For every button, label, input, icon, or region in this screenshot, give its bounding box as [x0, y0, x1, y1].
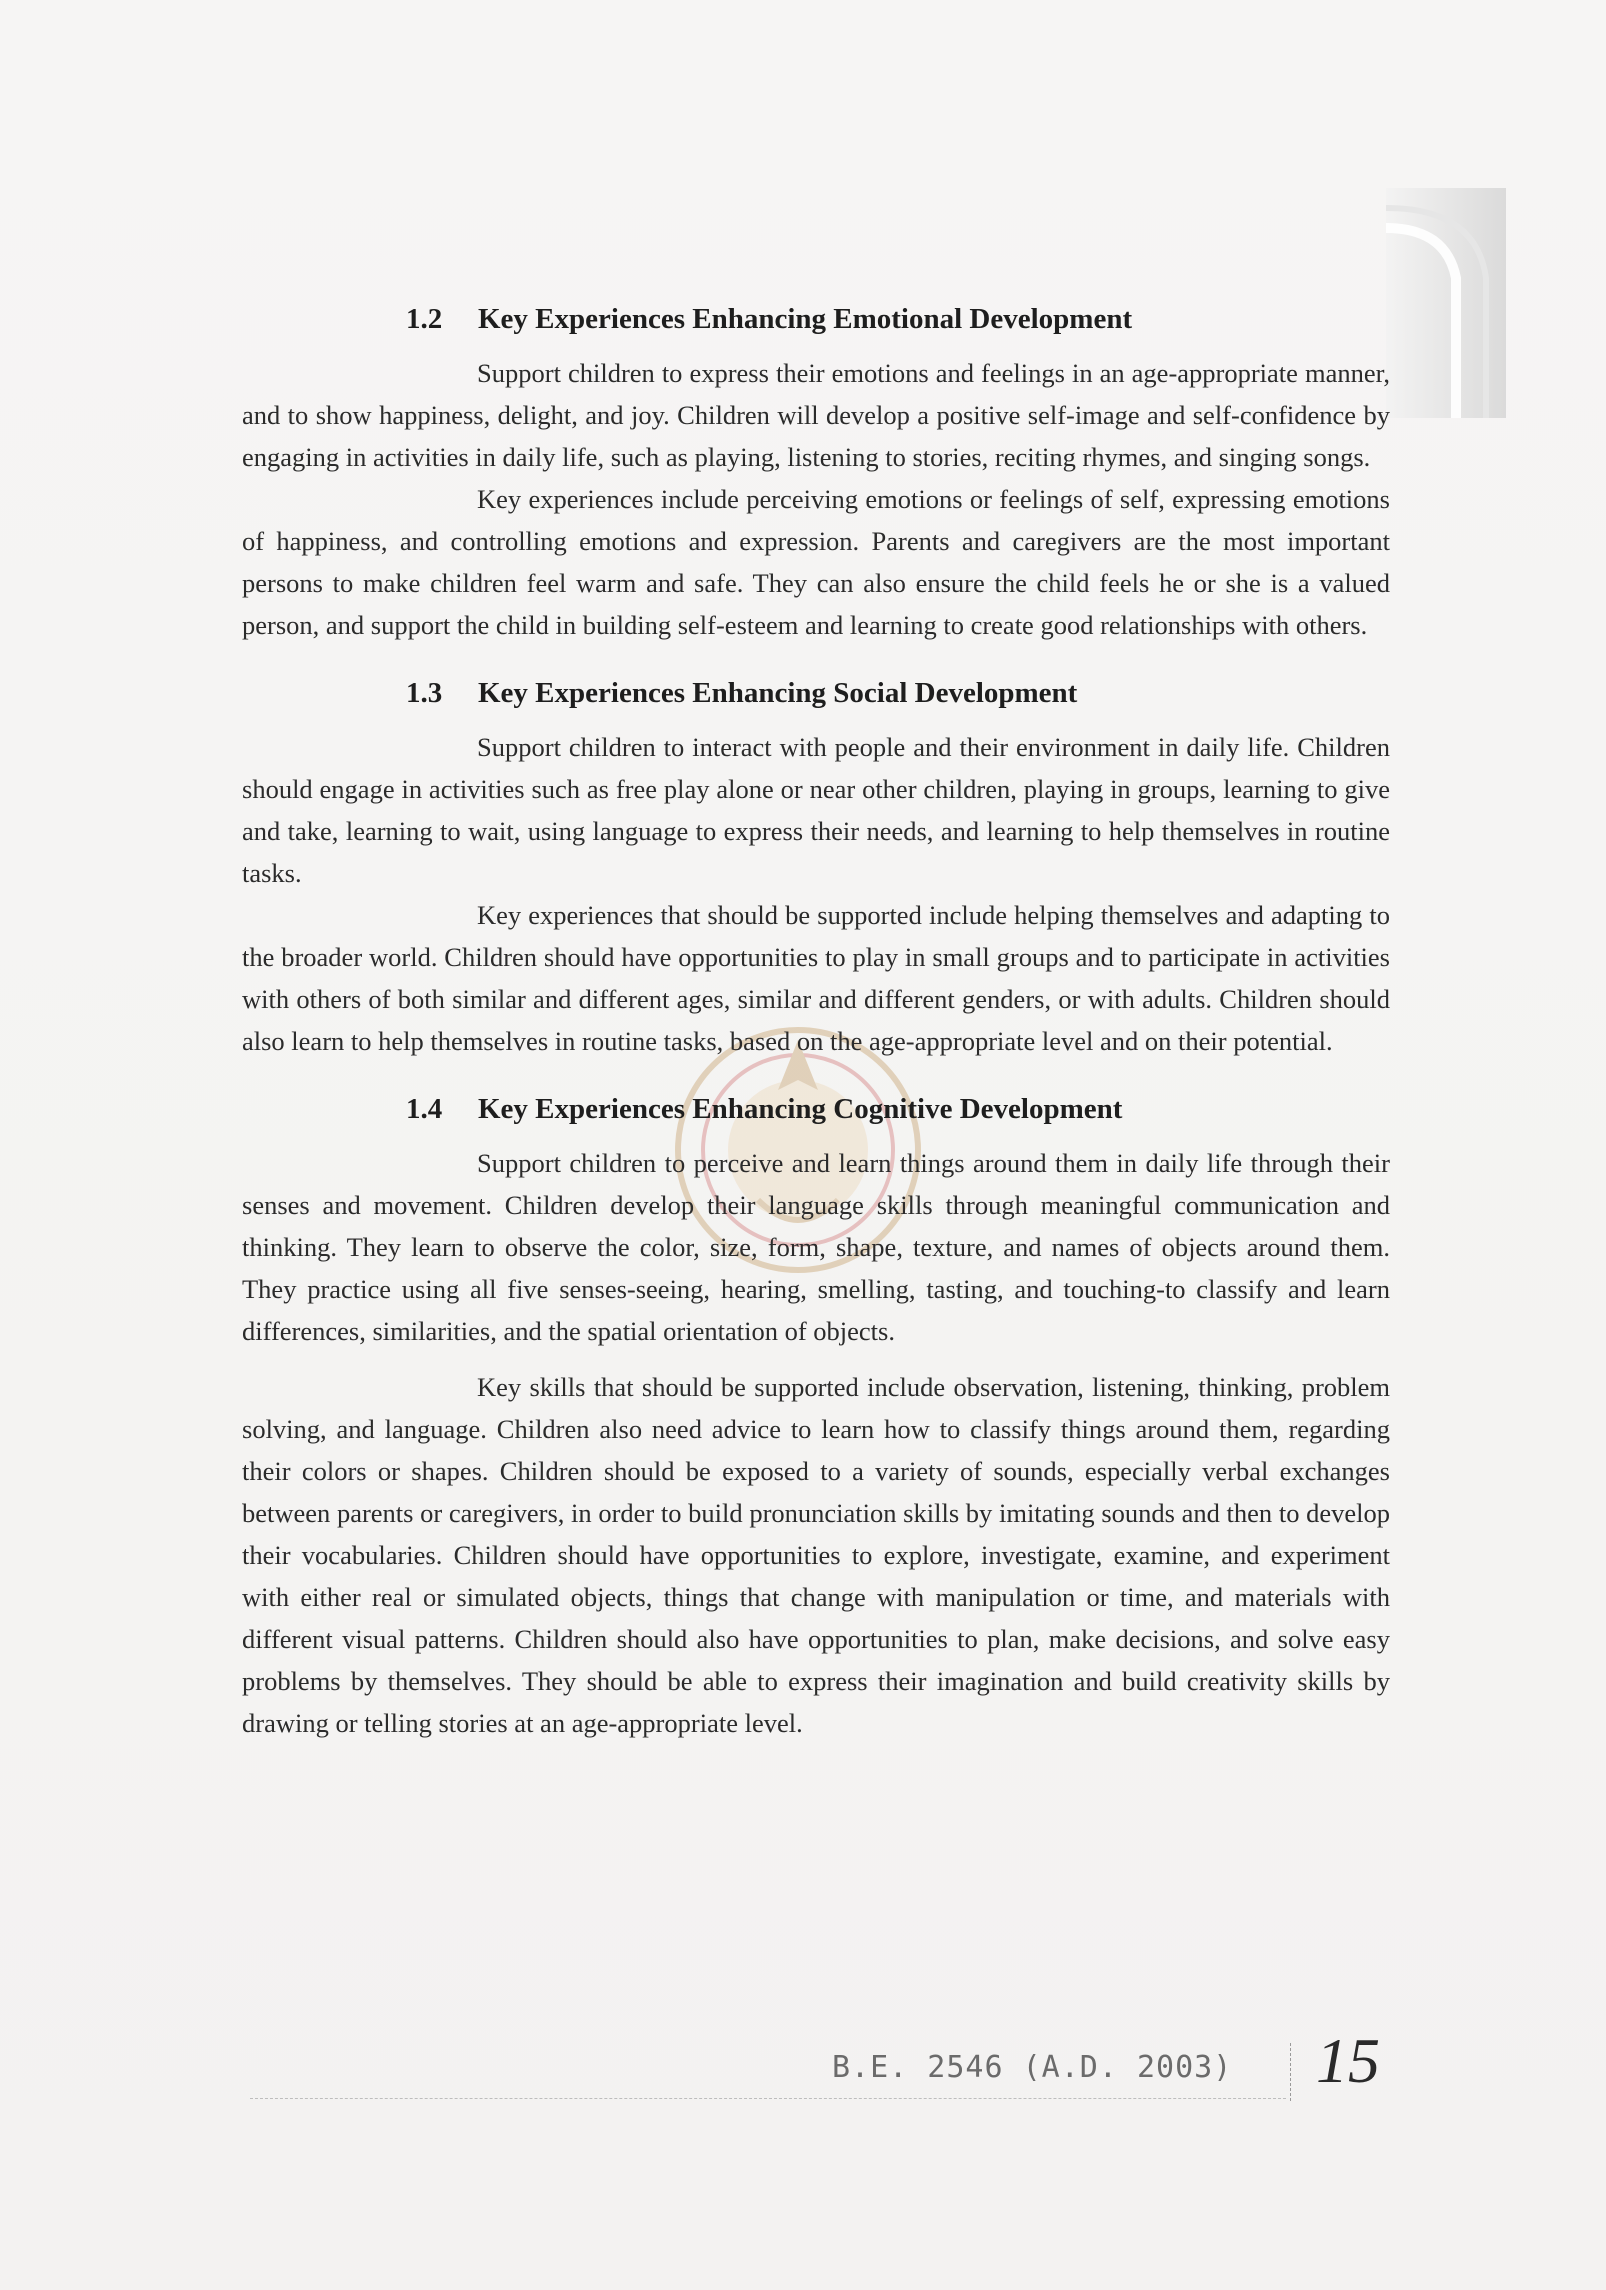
corner-decoration-graphic [1386, 188, 1506, 418]
paragraph: Support children to express their emotions and feelings in an age-appropriate manner, and to show happiness, delight, and joy. Children will develop a positive self-image and self-confidence by engaging in activities in daily life, such as playing, listening to stories, reciting rhymes, and singing songs. [242, 358, 1390, 472]
section-number: 1.2 [406, 303, 443, 335]
section-title: Key Experiences Enhancing Cognitive Development [478, 1093, 1123, 1125]
section-heading [242, 300, 1390, 338]
paragraph: Support children to interact with people and their environment in daily life. Children should engage in activities such as free play alone or near other children, playing in groups, learning to give and take, learning to wait, using language to express their needs, and learning to help themselves in routine tasks. [242, 732, 1390, 888]
page-number: 15 [1316, 2025, 1380, 2096]
paragraph: Key experiences include perceiving emotions or feelings of self, expressing emotions of happiness, and controlling emotions and expression. Parents and caregivers are the most important persons to make children feel warm and safe. They can also ensure the child feels he or she is a valued person, and support the child in building self-esteem and learning to create good relationships with others. [242, 484, 1390, 640]
footer-divider [1290, 2043, 1291, 2101]
paragraph: Support children to perceive and learn things around them in daily life through their senses and movement. Children develop their language skills through meaningful communication and thinking. They learn to observe the color, size, form, shape, texture, and names of objects around them. They practice using all five senses-seeing, hearing, smelling, tasting, and touching-to classify and learn differences, similarities, and the spatial orientation of objects. [242, 1148, 1390, 1346]
section-heading [242, 674, 1390, 712]
main-content [242, 300, 1390, 1744]
section-cognitive [242, 1090, 1390, 1744]
footer-year-label: B.E. 2546 (A.D. 2003) [832, 2050, 1233, 2085]
section-number: 1.3 [406, 677, 443, 709]
paragraph: Key skills that should be supported include observation, listening, thinking, problem solving, and language. Children also need advice to learn how to classify things around them, regarding their colors or shapes. Children should be exposed to a variety of sounds, especially verbal exchanges between parents or caregivers, in order to build pronunciation skills by imitating sounds and then to develop their vocabularies. Children should have opportunities to explore, investigate, examine, and experiment with either real or simulated objects, things that change with manipulation or time, and materials with different visual patterns. Children should also have opportunities to plan, make decisions, and solve easy problems by themselves. They should be able to express their imagination and build creativity skills by drawing or telling stories at an age-appropriate level. [242, 1372, 1390, 1738]
section-title: Key Experiences Enhancing Emotional Development [478, 303, 1133, 335]
footer-rule [250, 2098, 1286, 2099]
section-number: 1.4 [406, 1093, 443, 1125]
section-heading [242, 1090, 1390, 1128]
section-title: Key Experiences Enhancing Social Development [478, 677, 1078, 709]
paragraph: Key experiences that should be supported include helping themselves and adapting to the broader world. Children should have opportunities to play in small groups and to participate in activities with others of both similar and different ages, similar and different genders, or with adults. Children should also learn to help themselves in routine tasks, based on the age-appropriate level and on their potential. [242, 900, 1390, 1056]
section-social [242, 674, 1390, 1062]
section-emotional [242, 300, 1390, 646]
